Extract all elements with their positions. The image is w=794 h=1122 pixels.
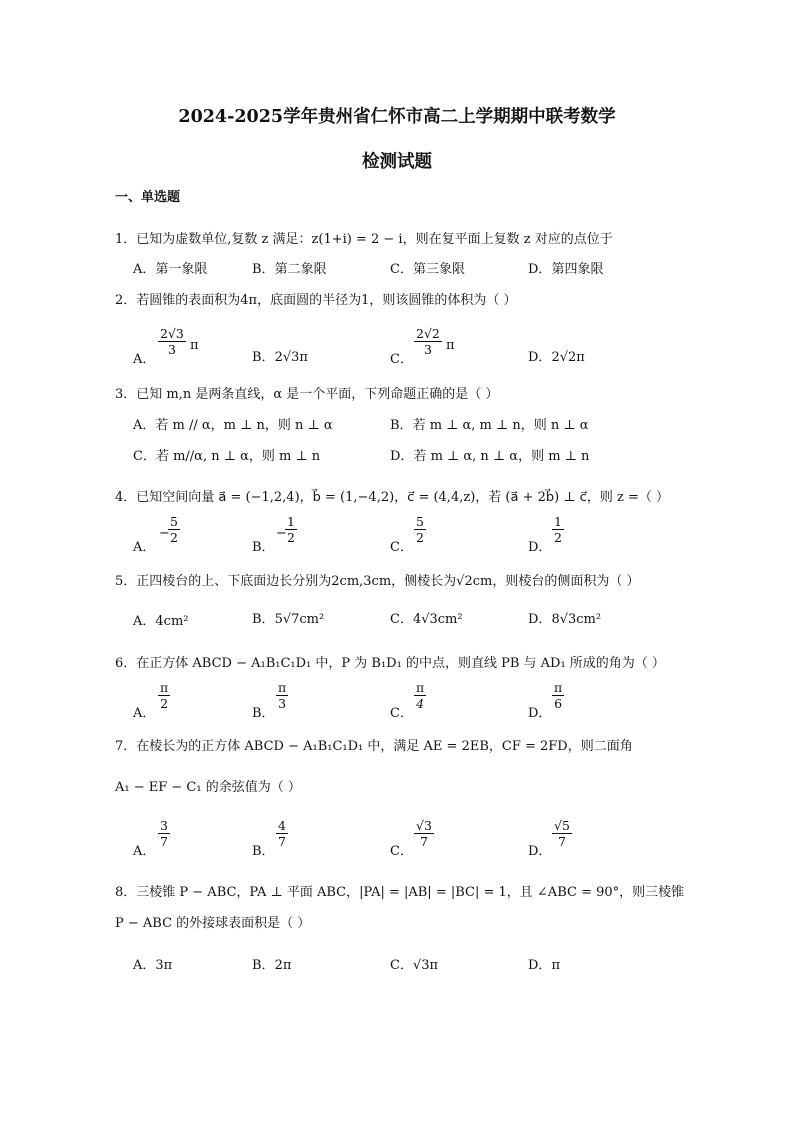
numerator: 4	[278, 818, 286, 833]
denominator: 2	[554, 530, 562, 545]
q3-option-c[interactable]	[133, 445, 320, 464]
denominator: 7	[419, 834, 428, 849]
option-text: 第三象限	[412, 262, 465, 277]
option-label: B．	[252, 540, 275, 555]
option-label: B．	[252, 262, 275, 277]
denominator: 7	[557, 834, 566, 849]
option-label: B．	[252, 612, 275, 627]
q2-option-a[interactable]	[133, 348, 155, 367]
page-title: 2024-2025学年贵州省仁怀市高二上学期期中联考数学	[178, 107, 616, 127]
numerator: π	[278, 680, 287, 695]
option-label: B．	[252, 706, 275, 721]
question-6-options	[0, 678, 794, 722]
q6-option-d-fraction	[552, 680, 564, 711]
q2-option-b[interactable]	[252, 346, 308, 365]
q6-option-b[interactable]	[252, 702, 275, 721]
q7-option-c-fraction	[414, 818, 434, 849]
question-2-options	[0, 322, 794, 366]
option-text: 4√3cm²	[412, 612, 463, 627]
question-6-stem: 6．在正方体 ABCD − A₁B₁C₁D₁ 中，P 为 B₁D₁ 的中点，则直线 PB 与 AD₁ 所成的角为（ ）	[115, 656, 665, 671]
option-text: 第一象限	[155, 262, 208, 277]
option-label: A．	[133, 418, 156, 433]
option-label: C．	[390, 958, 413, 973]
denominator: 4	[416, 696, 425, 711]
option-label: C．	[390, 352, 413, 367]
q8-option-a[interactable]	[133, 954, 172, 973]
option-label: D．	[390, 449, 414, 464]
q6-option-a-fraction	[158, 680, 170, 711]
option-label: D．	[528, 706, 552, 721]
option-label: D．	[528, 350, 552, 365]
option-label: C．	[390, 612, 413, 627]
q8-option-b[interactable]	[252, 954, 291, 973]
numerator: 2√3	[160, 326, 184, 341]
option-text: 2√2π	[551, 350, 585, 365]
option-label: C．	[390, 706, 413, 721]
option-label: A．	[133, 706, 156, 721]
option-text: 若 m ⊥ α, n ⊥ α，则 m ⊥ n	[413, 449, 590, 464]
question-7-stem-cont: A₁ − EF − C₁ 的余弦值为（ ）	[115, 780, 301, 795]
q6-option-d[interactable]	[528, 702, 551, 721]
option-text: 若 m // α，m ⊥ n，则 n ⊥ α	[155, 418, 333, 433]
q1-option-c[interactable]	[390, 258, 465, 277]
denominator: 2	[170, 530, 178, 545]
q5-option-c[interactable]	[390, 608, 463, 627]
q1-option-d[interactable]	[528, 258, 603, 277]
denominator: 3	[167, 342, 176, 357]
q4-option-d[interactable]	[528, 536, 551, 555]
option-label: C．	[390, 540, 413, 555]
denominator: 2	[160, 696, 169, 711]
option-label: D．	[528, 262, 552, 277]
denominator: 3	[423, 342, 432, 357]
denominator: 7	[278, 834, 286, 849]
option-label: A．	[133, 958, 156, 973]
option-text: 第四象限	[551, 262, 604, 277]
q1-option-b[interactable]	[252, 258, 327, 277]
q8-option-d[interactable]	[528, 954, 560, 973]
q7-option-a-fraction	[158, 818, 170, 849]
q3-option-d[interactable]	[390, 445, 589, 464]
option-label: B．	[252, 958, 275, 973]
option-text: π	[551, 958, 560, 973]
option-label: D．	[528, 844, 552, 859]
question-8-stem-cont: P − ABC 的外接球表面积是（ ）	[115, 916, 311, 931]
numerator: 2√2	[416, 326, 440, 341]
denominator: 3	[278, 696, 287, 711]
q6-option-c-fraction	[414, 680, 426, 711]
q6-option-b-fraction	[276, 680, 288, 711]
question-1-stem: 1．已知为虚数单位,复数 z 满足：z(1+i) = 2 − i，则在复平面上复数 z 对应的点位于	[115, 232, 613, 247]
q4-option-b-fraction	[285, 514, 297, 545]
q1-option-a[interactable]	[133, 258, 207, 277]
option-label: C．	[390, 262, 413, 277]
q4-option-a[interactable]	[133, 536, 155, 555]
question-2-stem: 2．若圆锥的表面积为4π，底面圆的半径为1，则该圆锥的体积为（ ）	[115, 293, 517, 308]
option-label: D．	[528, 958, 552, 973]
q6-option-a[interactable]	[133, 702, 155, 721]
question-3-stem: 3．已知 m,n 是两条直线，α 是一个平面，下列命题正确的是（ ）	[115, 387, 499, 402]
q2-option-c-fraction	[414, 326, 442, 357]
q2-option-a-fraction	[158, 326, 186, 357]
option-text: 3π	[155, 958, 173, 973]
numerator: 5	[170, 514, 178, 529]
q4-option-c-fraction	[414, 514, 426, 545]
option-text: 2√3π	[274, 350, 308, 365]
question-8-stem: 8．三棱锥 P − ABC，PA ⊥ 平面 ABC，|PA| = |AB| = |BC| = 1，且 ∠ABC = 90°，则三棱锥	[115, 885, 685, 900]
denominator: 2	[287, 530, 295, 545]
q2-option-d[interactable]	[528, 346, 585, 365]
q4-option-c[interactable]	[390, 536, 413, 555]
option-text: 2π	[274, 958, 292, 973]
denominator: 6	[554, 696, 563, 711]
numerator: 3	[160, 818, 168, 833]
numerator: π	[416, 680, 425, 695]
option-label: A．	[133, 540, 156, 555]
q7-option-d[interactable]	[528, 840, 551, 859]
q4-option-a-sign: −	[159, 526, 170, 541]
question-7-stem: 7．在棱长为的正方体 ABCD − A₁B₁C₁D₁ 中，满足 AE = 2EB，CF = 2FD，则二面角	[115, 739, 633, 754]
numerator: 1	[287, 514, 295, 529]
option-label: A．	[133, 262, 156, 277]
numerator: π	[554, 680, 563, 695]
q5-option-d[interactable]	[528, 608, 601, 627]
q7-option-c[interactable]	[390, 840, 413, 859]
q3-option-b[interactable]	[390, 414, 589, 433]
section-heading: 一、单选题	[115, 190, 181, 205]
numerator: √3	[416, 818, 432, 833]
question-5-stem: 5．正四棱台的上、下底面边长分别为2cm,3cm，侧棱长为√2cm，则棱台的侧面积为（ ）	[115, 574, 640, 589]
q8-option-c[interactable]	[390, 954, 438, 973]
numerator: π	[160, 680, 169, 695]
option-label: C．	[133, 449, 156, 464]
q4-option-b[interactable]	[252, 536, 275, 555]
page-subtitle: 检测试题	[362, 152, 432, 172]
option-label: B．	[390, 418, 413, 433]
q2-option-c[interactable]	[390, 348, 413, 367]
option-label: D．	[528, 612, 552, 627]
numerator: 5	[416, 514, 424, 529]
option-label: A．	[133, 614, 156, 629]
q2-option-a-suffix: π	[190, 338, 199, 353]
q6-option-c[interactable]	[390, 702, 413, 721]
q3-option-a[interactable]	[133, 414, 333, 433]
denominator: 2	[416, 530, 424, 545]
q5-option-b[interactable]	[252, 608, 324, 627]
question-4-options	[0, 510, 794, 554]
option-label: D．	[528, 540, 552, 555]
option-label: C．	[390, 844, 413, 859]
option-label: B．	[252, 350, 275, 365]
question-4-stem: 4．已知空间向量 a⃗ = (−1,2,4)，b⃗ = (1,−4,2)，c⃗ = (4,4,z)，若 (a⃗ + 2b⃗) ⊥ c⃗，则 z =（ ）	[115, 490, 669, 505]
option-text: 第二象限	[274, 262, 327, 277]
q4-option-d-fraction	[552, 514, 564, 545]
q5-option-a[interactable]	[133, 610, 188, 629]
option-label: A．	[133, 844, 156, 859]
q2-option-c-suffix: π	[446, 338, 455, 353]
q7-option-a[interactable]	[133, 840, 155, 859]
numerator: √5	[554, 818, 570, 833]
q4-option-a-fraction	[168, 514, 180, 545]
question-7-options	[0, 814, 794, 858]
option-text: √3π	[412, 958, 439, 973]
option-text: 4cm²	[155, 614, 189, 629]
q4-option-b-sign: −	[276, 526, 287, 541]
option-label: A．	[133, 352, 156, 367]
option-label: B．	[252, 844, 275, 859]
option-text: 5√7cm²	[274, 612, 325, 627]
denominator: 7	[160, 834, 168, 849]
q7-option-b[interactable]	[252, 840, 275, 859]
option-text: 8√3cm²	[551, 612, 602, 627]
option-text: 若 m//α, n ⊥ α，则 m ⊥ n	[155, 449, 321, 464]
numerator: 1	[554, 514, 562, 529]
option-text: 若 m ⊥ α, m ⊥ n，则 n ⊥ α	[412, 418, 589, 433]
q7-option-d-fraction	[552, 818, 572, 849]
q7-option-b-fraction	[276, 818, 288, 849]
